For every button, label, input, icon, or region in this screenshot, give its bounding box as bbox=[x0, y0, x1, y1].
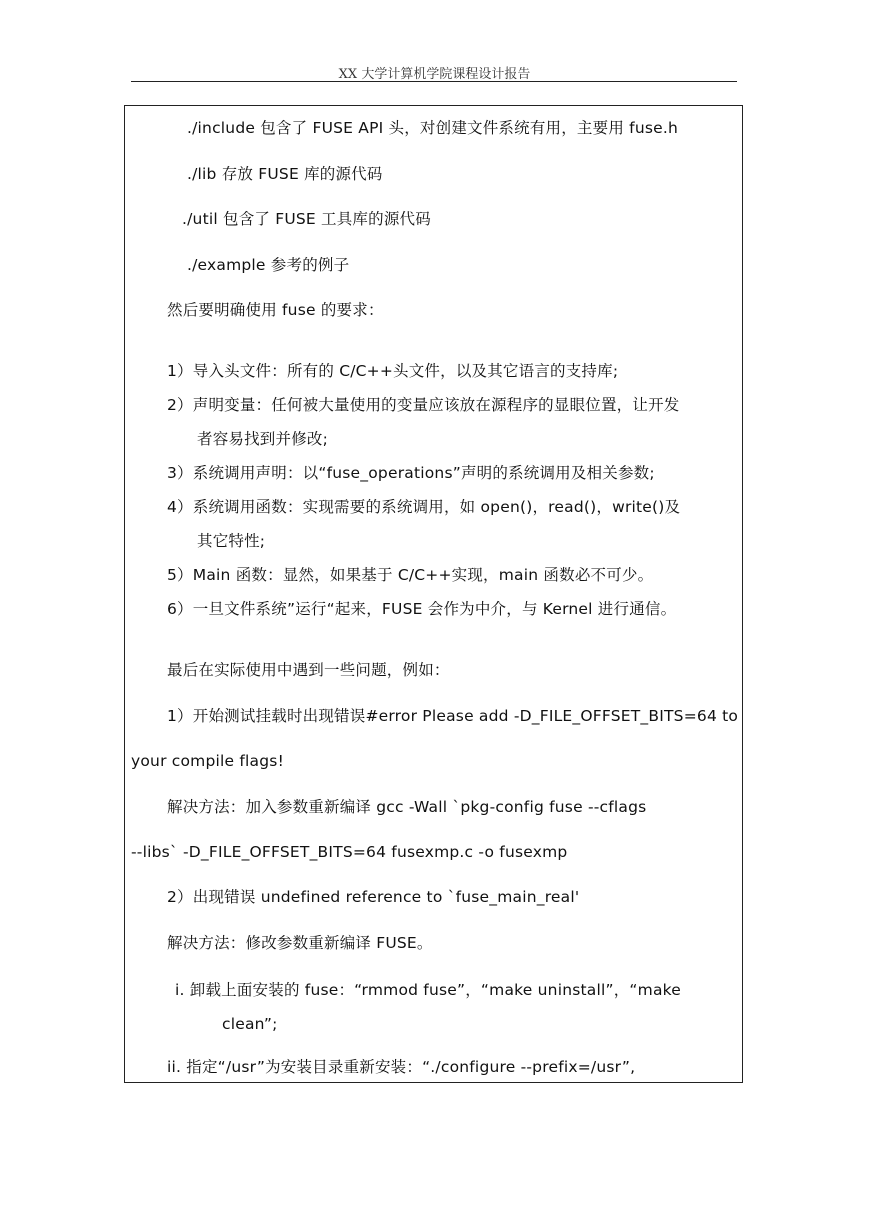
requirements-intro: 然后要明确使用 fuse 的要求： bbox=[167, 301, 384, 319]
requirement-item-5: 5）Main 函数：显然，如果基于 C/C++实现，main 函数必不可少。 bbox=[167, 566, 654, 584]
dir-example-line: ./example 参考的例子 bbox=[187, 256, 350, 274]
problem-1-cont: your compile flags! bbox=[131, 752, 284, 770]
solution-1-cont: --libs` -D_FILE_OFFSET_BITS=64 fusexmp.c -o fusexmp bbox=[131, 843, 568, 861]
step-ii: ii. 指定“/usr”为安装目录重新安装：“./configure --prefix=/usr”, bbox=[167, 1058, 636, 1076]
step-i: i. 卸载上面安装的 fuse：“rmmod fuse”，“make uninstall”，“make bbox=[175, 981, 682, 999]
requirement-item-3: 3）系统调用声明：以“fuse_operations”声明的系统调用及相关参数; bbox=[167, 464, 655, 482]
problem-1: 1）开始测试挂载时出现错误#error Please add -D_FILE_OFFSET_BITS=64 to bbox=[167, 707, 739, 725]
problems-intro: 最后在实际使用中遇到一些问题，例如： bbox=[167, 661, 450, 679]
header-divider bbox=[131, 81, 737, 82]
requirement-item-2-cont: 者容易找到并修改; bbox=[197, 430, 329, 448]
dir-util-line: ./util 包含了 FUSE 工具库的源代码 bbox=[182, 210, 431, 228]
step-i-cont: clean”; bbox=[222, 1015, 278, 1033]
solution-2: 解决方法：修改参数重新编译 FUSE。 bbox=[167, 934, 433, 952]
problem-2: 2）出现错误 undefined reference to `fuse_main_real' bbox=[167, 888, 580, 906]
requirement-item-6: 6）一旦文件系统”运行“起来，FUSE 会作为中介，与 Kernel 进行通信。 bbox=[167, 600, 677, 618]
solution-1: 解决方法：加入参数重新编译 gcc -Wall `pkg-config fuse --cflags bbox=[167, 798, 647, 816]
requirement-item-4-cont: 其它特性; bbox=[197, 532, 266, 550]
requirement-item-1: 1）导入头文件：所有的 C/C++头文件，以及其它语言的支持库; bbox=[167, 362, 619, 380]
dir-lib-line: ./lib 存放 FUSE 库的源代码 bbox=[187, 165, 383, 183]
page-header-title: XX 大学计算机学院课程设计报告 bbox=[338, 67, 531, 82]
requirement-item-2: 2）声明变量：任何被大量使用的变量应该放在源程序的显眼位置，让开发 bbox=[167, 396, 680, 414]
dir-include-line: ./include 包含了 FUSE API 头，对创建文件系统有用，主要用 fuse.h bbox=[187, 119, 678, 137]
requirement-item-4: 4）系统调用函数：实现需要的系统调用，如 open()，read()，write()及 bbox=[167, 498, 681, 516]
